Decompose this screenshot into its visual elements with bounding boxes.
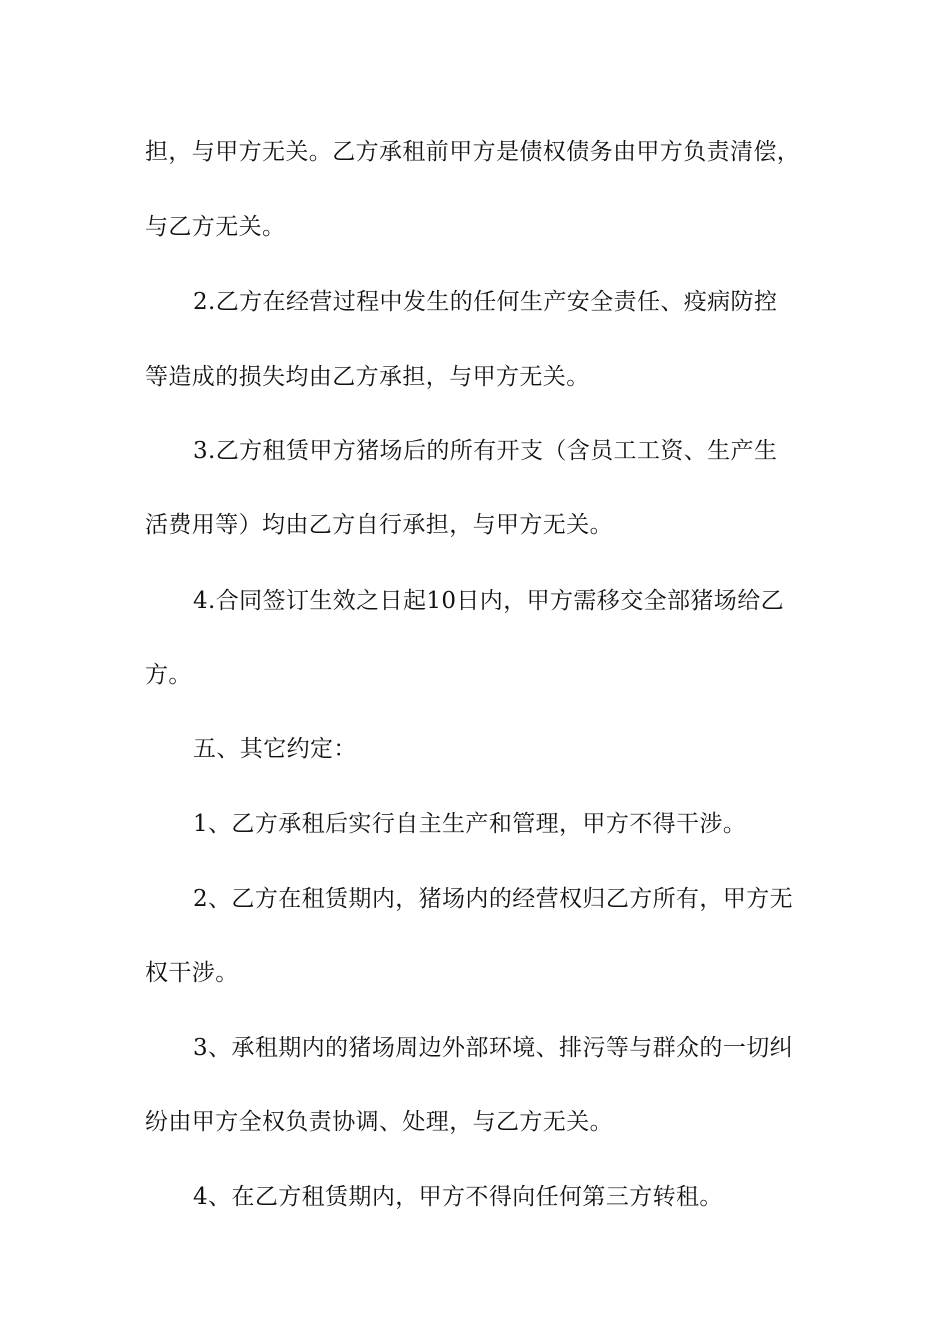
text-line: 纷由甲方全权负责协调、处理，与乙方无关。 [145, 1109, 613, 1135]
text-line: 4.合同签订生效之日起10日内，甲方需移交全部猪场给乙 [193, 588, 785, 614]
text-line: 4、在乙方租赁期内，甲方不得向任何第三方转租。 [193, 1184, 723, 1210]
text-line: 与乙方无关。 [145, 214, 286, 240]
text-line: 3、承租期内的猪场周边外部环境、排污等与群众的一切纠 [193, 1035, 794, 1061]
section-heading: 五、其它约定： [193, 736, 357, 762]
text-line: 2、乙方在租赁期内，猪场内的经营权归乙方所有，甲方无 [193, 886, 794, 912]
text-line: 担，与甲方无关。乙方承租前甲方是债权债务由甲方负责清偿， [145, 139, 801, 165]
text-line: 2.乙方在经营过程中发生的任何生产安全责任、疫病防控 [193, 289, 778, 315]
text-line: 方。 [145, 662, 192, 688]
text-line: 3.乙方租赁甲方猪场后的所有开支（含员工工资、生产生 [193, 438, 778, 464]
text-line: 1、乙方承租后实行自主生产和管理，甲方不得干涉。 [193, 811, 747, 837]
text-line: 等造成的损失均由乙方承担，与甲方无关。 [145, 364, 590, 390]
text-line: 权干涉。 [145, 960, 239, 986]
text-line: 活费用等）均由乙方自行承担，与甲方无关。 [145, 512, 613, 538]
